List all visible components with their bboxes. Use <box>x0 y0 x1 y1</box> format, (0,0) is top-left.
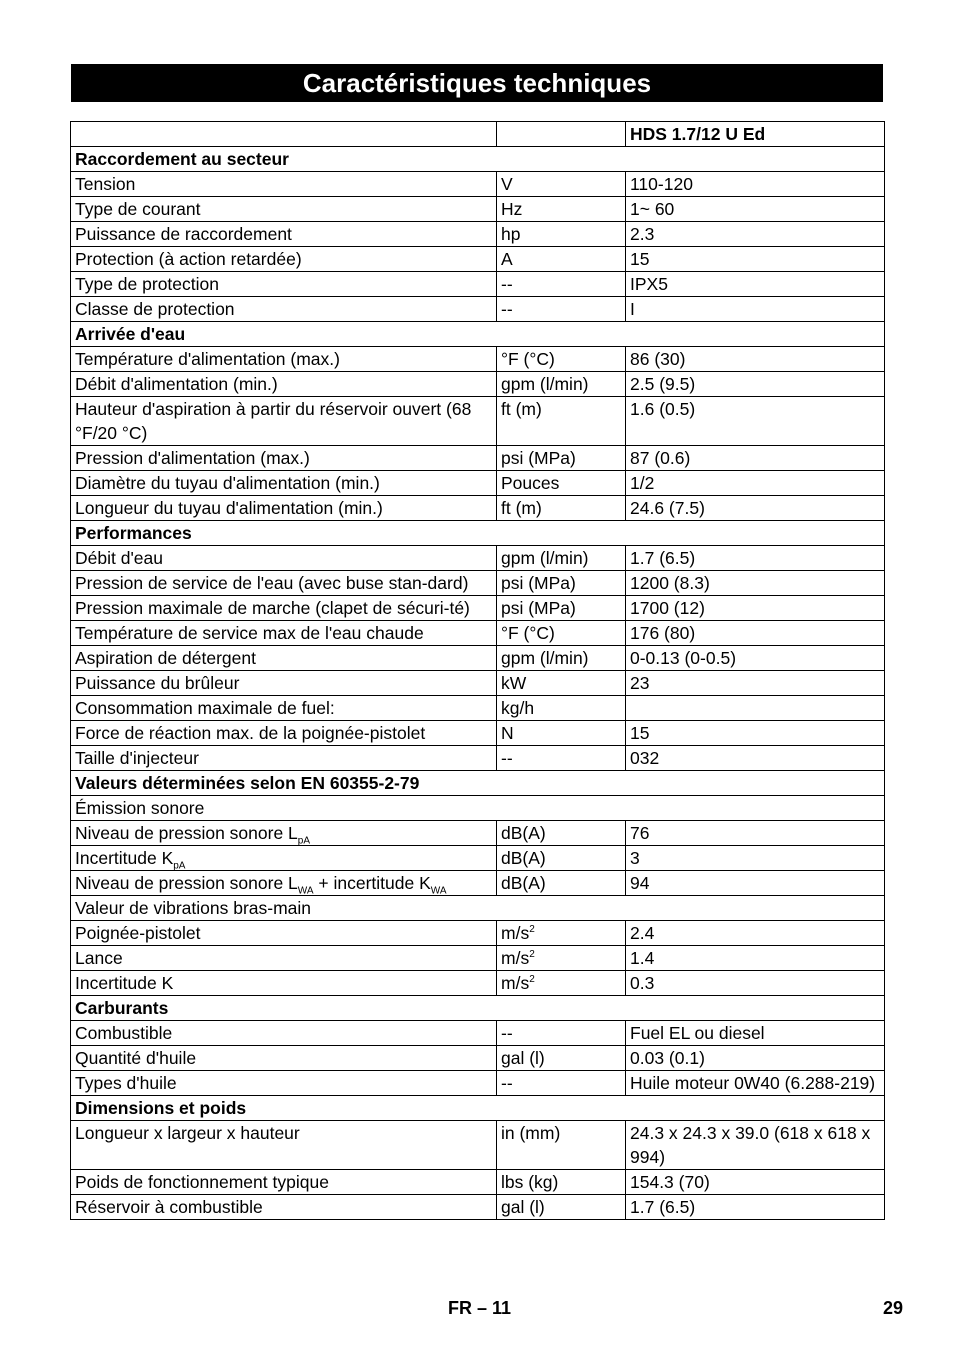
spec-unit <box>497 197 626 222</box>
section-title: Raccordement au secteur <box>71 147 885 172</box>
label-text: Réservoir à combustible <box>75 1197 263 1217</box>
table-row <box>71 696 885 721</box>
unit-text: -- <box>501 299 513 319</box>
spec-unit <box>497 546 626 571</box>
table-row <box>71 1170 885 1195</box>
table-row <box>71 746 885 771</box>
label-text: Niveau de pression sonore L <box>75 823 298 843</box>
spec-value: 0.03 (0.1) <box>626 1046 885 1071</box>
spec-label <box>71 222 497 247</box>
unit-text: m/s <box>501 923 530 943</box>
label-text: Puissance de raccordement <box>75 224 292 244</box>
spec-label <box>71 247 497 272</box>
spec-unit <box>497 571 626 596</box>
spec-unit <box>497 1071 626 1096</box>
spec-value: 1.6 (0.5) <box>626 397 885 446</box>
unit-text: hp <box>501 224 521 244</box>
spec-value: 1700 (12) <box>626 596 885 621</box>
unit-superscript: 2 <box>529 974 535 986</box>
table-row <box>71 297 885 322</box>
spec-unit <box>497 846 626 871</box>
unit-text: gpm (l/min) <box>501 648 589 668</box>
spec-unit <box>497 746 626 771</box>
footer-local-page: – 11 <box>477 1298 512 1318</box>
table-row <box>71 446 885 471</box>
spec-label <box>71 372 497 397</box>
spec-label <box>71 821 497 846</box>
table-row <box>71 921 885 946</box>
unit-text: Hz <box>501 199 523 219</box>
unit-text: dB(A) <box>501 823 546 843</box>
table-row <box>71 971 885 996</box>
spec-label <box>71 546 497 571</box>
unit-text: dB(A) <box>501 848 546 868</box>
spec-label <box>71 746 497 771</box>
spec-value: 176 (80) <box>626 621 885 646</box>
label-text: Débit d'alimentation (min.) <box>75 374 278 394</box>
spec-value: 86 (30) <box>626 347 885 372</box>
spec-value: 0-0.13 (0-0.5) <box>626 646 885 671</box>
unit-text: ft (m) <box>501 399 542 419</box>
table-row <box>71 1021 885 1046</box>
table-row <box>71 546 885 571</box>
unit-text: -- <box>501 748 513 768</box>
spec-unit <box>497 446 626 471</box>
unit-text: psi (MPa) <box>501 598 576 618</box>
unit-text: ft (m) <box>501 498 542 518</box>
table-header-row <box>71 122 885 147</box>
spec-unit <box>497 1046 626 1071</box>
table-row <box>71 596 885 621</box>
label-text: Pression maximale de marche (clapet de sécuri-té) <box>75 598 470 618</box>
spec-value: Huile moteur 0W40 (6.288-219) <box>626 1071 885 1096</box>
unit-text: V <box>501 174 513 194</box>
footer-lang: FR <box>448 1298 472 1318</box>
table-row <box>71 721 885 746</box>
spec-label <box>71 397 497 446</box>
unit-text: A <box>501 249 513 269</box>
label-text: Types d'huile <box>75 1073 177 1093</box>
spec-value: 24.3 x 24.3 x 39.0 (618 x 618 x 994) <box>626 1121 885 1170</box>
subsection-row <box>71 896 885 921</box>
label-text: Aspiration de détergent <box>75 648 256 668</box>
table-row <box>71 222 885 247</box>
spec-label <box>71 921 497 946</box>
spec-label <box>71 496 497 521</box>
spec-label <box>71 596 497 621</box>
spec-unit <box>497 671 626 696</box>
label-text: Lance <box>75 948 123 968</box>
spec-unit <box>497 821 626 846</box>
table-row <box>71 646 885 671</box>
unit-text: -- <box>501 1073 513 1093</box>
header-empty <box>71 122 497 147</box>
model-header: HDS 1.7/12 U Ed <box>626 122 885 147</box>
label-text: Poignée-pistolet <box>75 923 201 943</box>
section-title: Carburants <box>71 996 885 1021</box>
label-text: Tension <box>75 174 136 194</box>
spec-label <box>71 571 497 596</box>
spec-label <box>71 197 497 222</box>
spec-value: 2.5 (9.5) <box>626 372 885 397</box>
label-text: Incertitude K <box>75 973 174 993</box>
spec-unit <box>497 921 626 946</box>
subsection-row <box>71 796 885 821</box>
unit-text: psi (MPa) <box>501 573 576 593</box>
spec-value: I <box>626 297 885 322</box>
unit-text: -- <box>501 274 513 294</box>
spec-value: 1.4 <box>626 946 885 971</box>
section-header-row <box>71 147 885 172</box>
label-text: Protection (à action retardée) <box>75 249 302 269</box>
unit-text: dB(A) <box>501 873 546 893</box>
header-empty <box>497 122 626 147</box>
spec-unit <box>497 471 626 496</box>
label-text: Température d'alimentation (max.) <box>75 349 340 369</box>
unit-text: gpm (l/min) <box>501 374 589 394</box>
unit-superscript: 2 <box>529 949 535 961</box>
label-text: Combustible <box>75 1023 173 1043</box>
spec-unit <box>497 1121 626 1170</box>
label-text: Niveau de pression sonore L <box>75 873 298 893</box>
spec-value: 110-120 <box>626 172 885 197</box>
spec-label <box>71 1170 497 1195</box>
spec-value: 24.6 (7.5) <box>626 496 885 521</box>
spec-label <box>71 1195 497 1220</box>
table-row <box>71 471 885 496</box>
table-row <box>71 621 885 646</box>
label-text: Diamètre du tuyau d'alimentation (min.) <box>75 473 380 493</box>
spec-label <box>71 646 497 671</box>
spec-value: 76 <box>626 821 885 846</box>
spec-value: 1200 (8.3) <box>626 571 885 596</box>
section-header-row <box>71 996 885 1021</box>
unit-superscript: 2 <box>529 924 535 936</box>
table-row <box>71 846 885 871</box>
label-text: Incertitude K <box>75 848 174 868</box>
spec-value: 94 <box>626 871 885 896</box>
table-row <box>71 247 885 272</box>
spec-label <box>71 1021 497 1046</box>
spec-label <box>71 721 497 746</box>
spec-label <box>71 471 497 496</box>
section-header-row <box>71 322 885 347</box>
unit-text: m/s <box>501 973 530 993</box>
spec-value: IPX5 <box>626 272 885 297</box>
spec-unit <box>497 971 626 996</box>
label-text: Puissance du brûleur <box>75 673 240 693</box>
section-header-row <box>71 1096 885 1121</box>
table-row <box>71 347 885 372</box>
unit-text: in (mm) <box>501 1123 561 1143</box>
page-number: 29 <box>883 1298 904 1318</box>
table-row <box>71 821 885 846</box>
label-text: Poids de fonctionnement typique <box>75 1172 329 1192</box>
spec-label <box>71 172 497 197</box>
spec-unit <box>497 871 626 896</box>
table-row <box>71 946 885 971</box>
spec-label <box>71 671 497 696</box>
section-title: Arrivée d'eau <box>71 322 885 347</box>
spec-unit <box>497 247 626 272</box>
spec-unit <box>497 946 626 971</box>
label-text: Force de réaction max. de la poignée-pistolet <box>75 723 426 743</box>
spec-unit <box>497 596 626 621</box>
table-row <box>71 1071 885 1096</box>
spec-unit <box>497 1170 626 1195</box>
spec-label <box>71 272 497 297</box>
unit-text: gal (l) <box>501 1197 545 1217</box>
label-text: Classe de protection <box>75 299 235 319</box>
spec-label <box>71 1121 497 1170</box>
spec-value: 2.3 <box>626 222 885 247</box>
spec-label <box>71 871 497 896</box>
label-text: Type de courant <box>75 199 201 219</box>
label-subscript: pA <box>297 835 311 847</box>
section-header-row <box>71 521 885 546</box>
unit-text: -- <box>501 1023 513 1043</box>
label-text: Consommation maximale de fuel: <box>75 698 335 718</box>
spec-label <box>71 946 497 971</box>
spec-label <box>71 621 497 646</box>
label-subscript: pA <box>173 860 186 872</box>
spec-value: 1/2 <box>626 471 885 496</box>
table-row <box>71 671 885 696</box>
spec-unit <box>497 646 626 671</box>
label-text: Longueur x largeur x hauteur <box>75 1123 300 1143</box>
spec-unit <box>497 172 626 197</box>
unit-text: Pouces <box>501 473 560 493</box>
subsection-title: Valeur de vibrations bras-main <box>71 896 885 921</box>
spec-value: 154.3 (70) <box>626 1170 885 1195</box>
unit-text: psi (MPa) <box>501 448 576 468</box>
page-title: Caractéristiques techniques <box>71 64 883 102</box>
spec-label <box>71 696 497 721</box>
label-text: Taille d'injecteur <box>75 748 199 768</box>
table-row <box>71 172 885 197</box>
spec-value: 15 <box>626 247 885 272</box>
table-row <box>71 871 885 896</box>
table-row <box>71 272 885 297</box>
spec-value: 1.7 (6.5) <box>626 1195 885 1220</box>
spec-value: 0.3 <box>626 971 885 996</box>
label-text: Hauteur d'aspiration à partir du réservoir ouvert (68 °F/20 °C) <box>75 399 472 443</box>
unit-text: kW <box>501 673 527 693</box>
spec-unit <box>497 1195 626 1220</box>
spec-label <box>71 971 497 996</box>
spec-unit <box>497 372 626 397</box>
label-text: + incertitude K <box>313 873 431 893</box>
unit-text: gpm (l/min) <box>501 548 589 568</box>
spec-value: Fuel EL ou diesel <box>626 1021 885 1046</box>
spec-value: 1~ 60 <box>626 197 885 222</box>
spec-label <box>71 1071 497 1096</box>
table-row <box>71 197 885 222</box>
spec-unit <box>497 696 626 721</box>
spec-value: 87 (0.6) <box>626 446 885 471</box>
spec-unit <box>497 721 626 746</box>
label-text: Température de service max de l'eau chaude <box>75 623 424 643</box>
footer-section-marker <box>448 1298 511 1319</box>
table-row <box>71 1195 885 1220</box>
table-row <box>71 1046 885 1071</box>
spec-label <box>71 1046 497 1071</box>
spec-value <box>626 696 885 721</box>
spec-unit <box>497 397 626 446</box>
section-title: Performances <box>71 521 885 546</box>
spec-value: 3 <box>626 846 885 871</box>
spec-label <box>71 297 497 322</box>
table-row <box>71 1121 885 1170</box>
spec-unit <box>497 222 626 247</box>
unit-text: °F (°C) <box>501 623 555 643</box>
table-row <box>71 571 885 596</box>
spec-unit <box>497 621 626 646</box>
subsection-title: Émission sonore <box>71 796 885 821</box>
spec-unit <box>497 1021 626 1046</box>
spec-value: 15 <box>626 721 885 746</box>
spec-value: 23 <box>626 671 885 696</box>
spec-value: 1.7 (6.5) <box>626 546 885 571</box>
label-text: Débit d'eau <box>75 548 163 568</box>
spec-unit <box>497 297 626 322</box>
spec-unit <box>497 272 626 297</box>
section-title: Dimensions et poids <box>71 1096 885 1121</box>
label-subscript: WA <box>297 885 314 897</box>
spec-label <box>71 446 497 471</box>
unit-text: lbs (kg) <box>501 1172 559 1192</box>
spec-unit <box>497 347 626 372</box>
label-text: Pression d'alimentation (max.) <box>75 448 310 468</box>
unit-text: kg/h <box>501 698 535 718</box>
label-text: Pression de service de l'eau (avec buse stan-dard) <box>75 573 469 593</box>
spec-value: 2.4 <box>626 921 885 946</box>
spec-table <box>70 121 885 1220</box>
section-title: Valeurs déterminées selon EN 60355-2-79 <box>71 771 885 796</box>
section-header-row <box>71 771 885 796</box>
spec-label <box>71 347 497 372</box>
spec-label <box>71 846 497 871</box>
unit-text: m/s <box>501 948 530 968</box>
unit-text: N <box>501 723 514 743</box>
table-row <box>71 496 885 521</box>
label-text: Longueur du tuyau d'alimentation (min.) <box>75 498 383 518</box>
label-subscript: WA <box>430 885 447 897</box>
spec-unit <box>497 496 626 521</box>
table-row <box>71 397 885 446</box>
unit-text: gal (l) <box>501 1048 545 1068</box>
table-row <box>71 372 885 397</box>
label-text: Type de protection <box>75 274 219 294</box>
unit-text: °F (°C) <box>501 349 555 369</box>
label-text: Quantité d'huile <box>75 1048 197 1068</box>
spec-value: 032 <box>626 746 885 771</box>
